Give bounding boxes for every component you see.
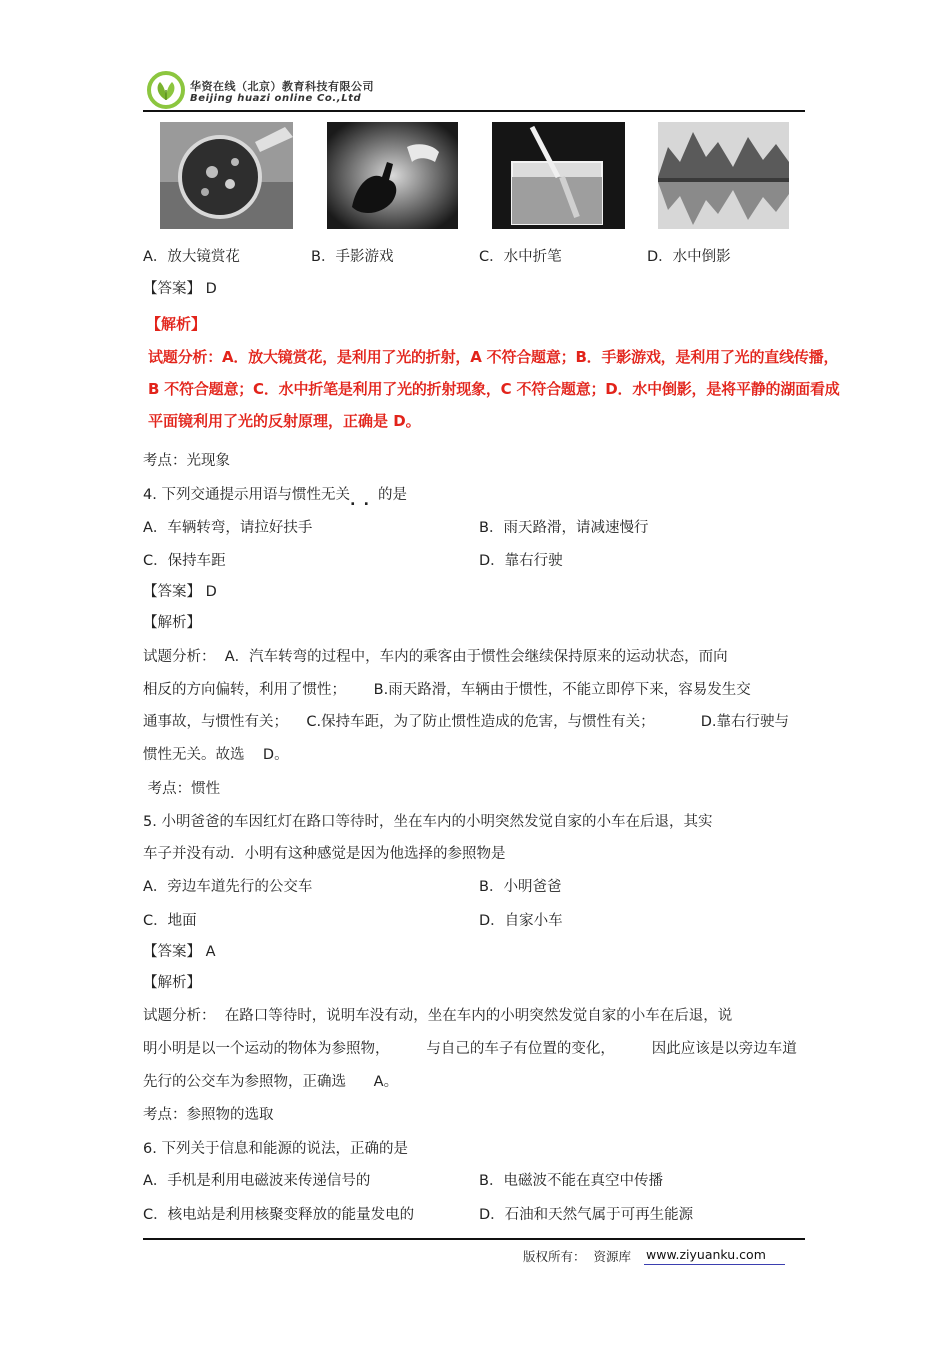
q4-stem xyxy=(143,485,407,509)
magnifier-flower-photo xyxy=(160,122,293,229)
q4-analysis-line-3: 通事故，与惯性有关； C.保持车距，为了防止惯性造成的危害，与惯性有关； D.靠右行驶与 xyxy=(143,714,790,730)
footer-copyright: 版权所有： 资源库 xyxy=(523,1249,631,1264)
q6-option-c: C．核电站是利用核聚变释放的能量发电的 xyxy=(143,1207,415,1223)
q5-option-a: A．旁边车道先行的公交车 xyxy=(143,879,313,895)
q4-analysis-line-4: 惯性无关。故选 D。 xyxy=(143,747,289,763)
q4-option-c: C．保持车距 xyxy=(143,553,226,569)
q6-option-d: D．石油和天然气属于可再生能源 xyxy=(479,1207,694,1223)
q4-option-b: B．雨天路滑，请减速慢行 xyxy=(479,520,649,536)
q6-option-b: B．电磁波不能在真空中传播 xyxy=(479,1173,663,1189)
emphasis-dots: .. xyxy=(349,493,377,509)
q3-analysis-line-1: 试题分析：A．放大镜赏花，是利用了光的折射，A 不符合题意；B．手影游戏，是利用了光的直线传播， xyxy=(148,348,839,366)
q5-stem-line-1: 5. 小明爸爸的车因红灯在路口等待时，坐在车内的小明突然发觉自家的小车在后退，其实 xyxy=(143,814,713,830)
q4-stem-after: 的是 xyxy=(377,487,407,503)
hand-shadow-photo xyxy=(327,122,458,229)
image-caption-a: A．放大镜赏花 xyxy=(143,249,240,265)
q3-analysis-line-2: B 不符合题意；C．水中折笔是利用了光的折射现象，C 不符合题意；D．水中倒影，是将平静的湖面看成 xyxy=(148,380,840,398)
footer-rule xyxy=(143,1238,805,1240)
q5-option-d: D．自家小车 xyxy=(479,913,563,929)
q5-stem-line-2: 车子并没有动．小明有这种感觉是因为他选择的参照物是 xyxy=(143,846,506,862)
q5-analysis-line-1: 试题分析： 在路口等待时，说明车没有动，坐在车内的小明突然发觉自家的小车在后退，说 xyxy=(143,1008,733,1024)
q4-stem-before: 4. 下列交通提示用语与惯性无关 xyxy=(143,487,350,503)
footer-website-link[interactable]: www.ziyuanku.com xyxy=(646,1247,766,1262)
q4-kaodian: 考点：惯性 xyxy=(143,781,221,797)
q5-analysis-title: 【解析】 xyxy=(143,975,201,991)
q3-answer: 【答案】 D xyxy=(143,281,217,297)
image-caption-c: C．水中折笔 xyxy=(479,249,562,265)
image-caption-b: B．手影游戏 xyxy=(311,249,394,265)
pencil-in-water-photo xyxy=(492,122,625,229)
q5-answer: 【答案】 A xyxy=(143,944,216,960)
q5-kaodian: 考点：参照物的选取 xyxy=(143,1107,274,1123)
q6-option-a: A．手机是利用电磁波来传递信号的 xyxy=(143,1173,371,1189)
q3-kaodian: 考点：光现象 xyxy=(143,453,230,469)
header-rule xyxy=(143,110,805,112)
q5-option-b: B．小明爸爸 xyxy=(479,879,562,895)
q6-stem: 6. 下列关于信息和能源的说法，正确的是 xyxy=(143,1141,408,1157)
lake-reflection-photo xyxy=(658,122,789,229)
q3-analysis-line-3: 平面镜利用了光的反射原理，正确是 D。 xyxy=(148,412,421,430)
q4-option-a: A．车辆转弯，请拉好扶手 xyxy=(143,520,313,536)
q4-option-d: D．靠右行驶 xyxy=(479,553,563,569)
q5-option-c: C．地面 xyxy=(143,913,197,929)
q4-analysis-line-2: 相反的方向偏转，利用了惯性； B.雨天路滑，车辆由于惯性，不能立即停下来，容易发生交 xyxy=(143,682,751,698)
q4-answer: 【答案】 D xyxy=(143,584,217,600)
q3-analysis-title: 【解析】 xyxy=(146,315,207,333)
company-name-en: Beijing huazi online Co.,Ltd xyxy=(190,93,362,104)
image-caption-d: D．水中倒影 xyxy=(647,249,731,265)
q4-analysis-line-1: 试题分析： A．汽车转弯的过程中，车内的乘客由于惯性会继续保持原来的运动状态，而向 xyxy=(143,649,728,665)
footer-link-underline xyxy=(644,1264,785,1265)
company-name-cn: 华资在线（北京）教育科技有限公司 xyxy=(190,80,374,93)
q4-analysis-title: 【解析】 xyxy=(143,615,201,631)
q5-analysis-line-2: 明小明是以一个运动的物体为参照物， 与自己的车子有位置的变化， 因此应该是以旁边车道 xyxy=(143,1041,797,1057)
company-logo xyxy=(146,70,186,110)
logo-leaf-icon xyxy=(146,70,186,110)
q5-analysis-line-3: 先行的公交车为参照物，正确选 A。 xyxy=(143,1074,399,1090)
